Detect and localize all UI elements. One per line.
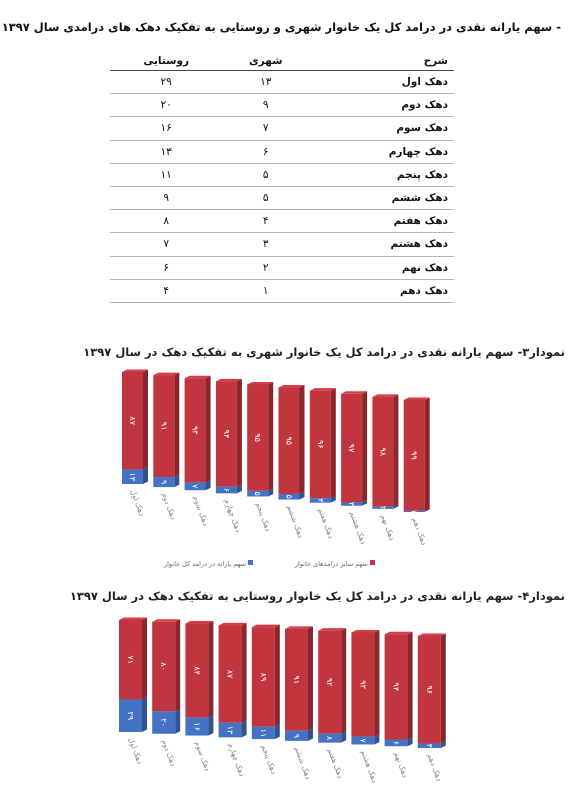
category-label: دهک پنجم (253, 500, 273, 533)
row-rural-value: ۱۶ (110, 117, 222, 140)
bar-side-other (175, 619, 180, 711)
bar-label-other: ۷۱ (126, 655, 135, 665)
bar-side-other (408, 632, 413, 740)
bar-label-subsidy: ۹ (159, 479, 169, 485)
category-label: دهک اول (126, 736, 145, 766)
bar-side-subsidy (275, 724, 280, 739)
bar-label-other: ۹۷ (347, 443, 357, 453)
category-label: دهک سوم (193, 739, 213, 773)
category-label: دهک دهم (425, 752, 444, 783)
chart3-title: نمودار۳- سهم یارانه نقدی در درامد کل یک خانوار شهری به تفکیک دهک در سال ۱۳۹۷ (83, 345, 565, 359)
bar-label-subsidy: ۸ (325, 736, 335, 741)
row-label: دهک نهم (309, 256, 454, 279)
page-title: - سهم یارانه نقدی در درامد کل یک خانوار شهری و روستایی به تفکیک دهک های درامدی سال ۱۳۹۷ (1, 20, 561, 34)
bar-label-subsidy: ۶ (391, 740, 401, 746)
bar-label-other: ۸۷ (128, 416, 137, 426)
bar-side-other (237, 379, 242, 487)
table-row (110, 210, 454, 233)
row-urban-value: ۵ (222, 163, 309, 186)
legend-label-other: سهم سایر درامدهای خانوار (294, 560, 368, 568)
bar-side-other (425, 398, 430, 511)
row-urban-value: ۲ (222, 256, 309, 279)
bar-label-subsidy: ۵ (284, 494, 294, 499)
bar-label-other: ۹۹ (409, 451, 419, 460)
bar-label-other: ۹۳ (358, 680, 368, 689)
bar-label-subsidy: ۱۳ (128, 472, 137, 482)
row-urban-value: ۳ (222, 233, 309, 256)
bar-side-other (300, 385, 305, 494)
row-rural-value: ۱۱ (110, 163, 222, 186)
row-rural-value: ۲۹ (110, 71, 222, 94)
category-label: دهک نهم (379, 513, 397, 542)
bar-label-other: ۹۴ (391, 682, 401, 692)
table-row (110, 94, 454, 117)
table-row (110, 233, 454, 256)
category-label: دهک دوم (160, 491, 179, 521)
bar-label-subsidy: ۱۳ (225, 725, 235, 735)
bar-side-subsidy (175, 709, 180, 734)
row-urban-value: ۹ (222, 94, 309, 117)
row-label: دهک دهم (309, 279, 454, 302)
category-label: دهک ششم (292, 745, 313, 781)
category-label: دهک هفتم (325, 746, 346, 780)
bar-side-other (242, 623, 247, 723)
table-header-row (110, 52, 454, 71)
category-label: دهک نهم (392, 750, 411, 779)
bar-side-subsidy (142, 697, 147, 732)
bar-label-other: ۹۴ (221, 429, 231, 439)
bar-label-other: ۹۵ (284, 436, 294, 446)
rural-subsidy-share-chart (0, 608, 587, 798)
bar-label-subsidy: ۳ (347, 501, 357, 507)
row-label: دهک سوم (309, 117, 454, 140)
bar-side-other (374, 630, 379, 737)
table-row (110, 163, 454, 186)
bar-side-other (206, 376, 211, 483)
bar-side-other (174, 373, 179, 477)
bar-label-subsidy: ۲ (378, 505, 388, 510)
row-rural-value: ۲۰ (110, 94, 222, 117)
legend-swatch-subsidy (248, 560, 253, 565)
bar-label-subsidy: ۶ (221, 487, 231, 493)
bar-side-other (308, 626, 313, 730)
category-label: دهک هشتم (347, 510, 369, 546)
row-urban-value: ۱ (222, 279, 309, 302)
row-urban-value: ۶ (222, 140, 309, 163)
bar-label-subsidy: ۵ (253, 491, 263, 496)
row-label: دهک ششم (309, 186, 454, 209)
bar-label-other: ۹۲ (325, 677, 335, 687)
category-label: دهک هفتم (316, 506, 336, 540)
table-row (110, 186, 454, 209)
bar-side-other (341, 628, 346, 734)
row-label: دهک هشتم (309, 233, 454, 256)
bar-side-subsidy (143, 467, 148, 484)
row-urban-value: ۵ (222, 186, 309, 209)
category-label: دهک پنجم (259, 743, 279, 776)
header-urban: شهری (222, 52, 309, 71)
row-label: دهک دوم (309, 94, 454, 117)
table-row (110, 256, 454, 279)
row-rural-value: ۴ (110, 279, 222, 302)
legend-label-subsidy: سهم یارانه در درامد کل خانوار (163, 560, 246, 568)
row-label: دهک پنجم (309, 163, 454, 186)
category-label: دهک هشتم (359, 748, 380, 785)
bar-side-other (142, 618, 147, 700)
table-row (110, 117, 454, 140)
category-label: دهک چهارم (222, 497, 244, 534)
urban-subsidy-share-chart (0, 362, 587, 584)
bar-label-subsidy: ۱۱ (258, 728, 268, 738)
bar-side-other (208, 621, 213, 718)
bar-side-other (393, 394, 398, 506)
category-label: دهک اول (128, 488, 147, 518)
bar-label-other: ۹۶ (315, 440, 325, 449)
row-rural-value: ۸ (110, 210, 222, 233)
bar-label-other: ۹۱ (292, 675, 301, 685)
chart4-title: نمودار۴- سهم یارانه نقدی در درامد کل یک خانوار روستایی به تفکیک دهک در سال ۱۳۹۷ (69, 589, 565, 603)
header-rural: روستایی (110, 52, 222, 71)
bar-label-other: ۹۶ (424, 685, 434, 695)
category-label: دهک سوم (191, 494, 211, 527)
bar-side-other (362, 391, 367, 502)
category-label: دهک ششم (285, 503, 306, 540)
bar-label-other: ۸۷ (225, 669, 235, 679)
row-label: دهک هفتم (309, 210, 454, 233)
bar-label-subsidy: ۷ (190, 484, 200, 489)
row-urban-value: ۷ (222, 117, 309, 140)
bar-label-other: ۹۱ (159, 421, 169, 431)
bar-label-other: ۸۹ (258, 672, 268, 682)
bar-label-other: ۹۵ (253, 433, 263, 442)
bar-side-other (275, 625, 280, 727)
bar-label-other: ۸۴ (192, 666, 202, 675)
row-rural-value: ۱۳ (110, 140, 222, 163)
table-row (110, 140, 454, 163)
decile-subsidy-table (110, 52, 454, 303)
bar-side-other (268, 382, 273, 491)
bar-side-other (143, 370, 148, 470)
category-label: دهک دهم (410, 516, 429, 547)
bar-side-other (331, 388, 336, 498)
bar-label-other: ۹۳ (190, 426, 200, 435)
bar-label-subsidy: ۲۹ (126, 711, 135, 721)
bar-side-subsidy (242, 720, 247, 737)
bar-side-other (441, 634, 446, 744)
table-row (110, 279, 454, 302)
row-label: دهک چهارم (309, 140, 454, 163)
row-rural-value: ۷ (110, 233, 222, 256)
header-description: شرح (309, 52, 454, 71)
row-label: دهک اول (309, 71, 454, 94)
bar-label-subsidy: ۴ (315, 498, 325, 503)
bar-label-other: ۸۰ (159, 662, 169, 671)
row-rural-value: ۹ (110, 186, 222, 209)
category-label: دهک چهارم (226, 741, 247, 778)
table-row (110, 71, 454, 94)
bar-label-subsidy: ۲۰ (159, 718, 169, 727)
category-label: دهک دوم (159, 738, 178, 768)
row-urban-value: ۴ (222, 210, 309, 233)
bar-label-other: ۹۸ (378, 447, 388, 457)
table-body (110, 71, 454, 303)
bar-label-subsidy: ۹ (292, 733, 301, 738)
row-urban-value: ۱۳ (222, 71, 309, 94)
bar-label-subsidy: ۱ (409, 509, 419, 514)
bar-label-subsidy: ۱۶ (192, 722, 202, 731)
row-rural-value: ۶ (110, 256, 222, 279)
bar-label-subsidy: ۷ (358, 738, 368, 743)
legend-swatch-other (370, 560, 375, 565)
bar-label-subsidy: ۴ (424, 743, 434, 748)
bar-side-subsidy (208, 715, 213, 735)
